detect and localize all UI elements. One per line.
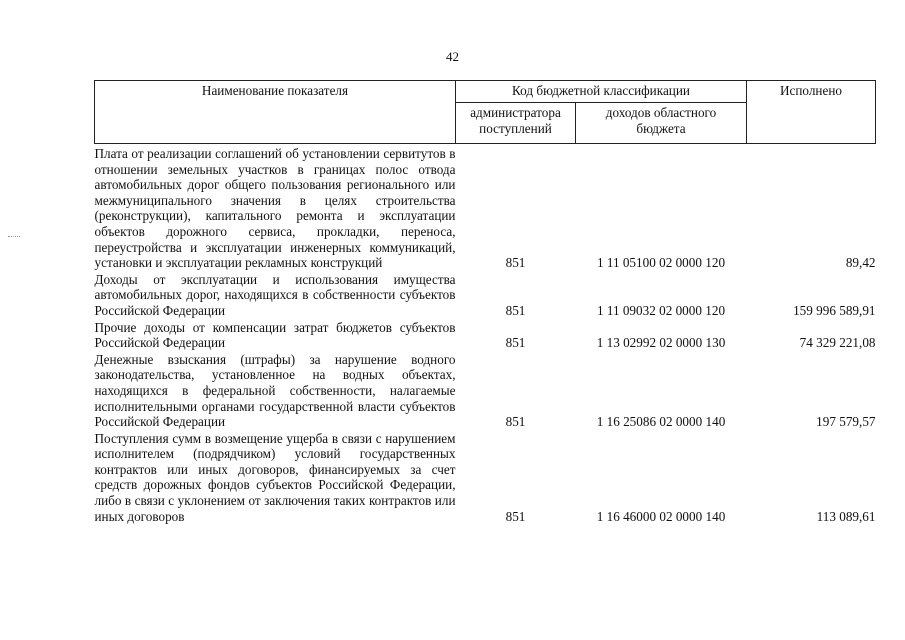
header-income: доходов областного бюджета [576, 103, 747, 144]
header-name: Наименование показателя [95, 81, 456, 144]
row-amount: 159 996 589,91 [793, 302, 876, 318]
table-row [95, 430, 876, 525]
row-income-code: 1 16 46000 02 0000 140 [596, 508, 726, 524]
row-admin-code: 851 [505, 255, 526, 271]
budget-table [94, 80, 876, 524]
row-name: Прочие доходы от компенсации затрат бюджетов субъектов Российской Федерации [94, 319, 456, 351]
table-header [95, 81, 876, 144]
row-amount: 74 329 221,08 [799, 335, 876, 351]
page-number: 42 [446, 49, 459, 64]
table-row [95, 271, 876, 319]
table-row [95, 351, 876, 430]
table-body [95, 144, 876, 525]
row-name: Поступления сумм в возмещение ущерба в связи с нарушением исполнителем (подрядчиком) условий государственных контрактов или иных договоров, финансируемых за счет средств дорожных фондов субъектов Российской Федерации, либо в связи с уклонением от заключения таких контрактов или иных договоров [94, 430, 456, 524]
table-row [95, 319, 876, 351]
row-name: Доходы от эксплуатации и использования имущества автомобильных дорог, находящихся в собственности субъектов Российской Федерации [94, 271, 456, 318]
table-row [95, 144, 876, 271]
row-income-code: 1 11 09032 02 0000 120 [596, 302, 726, 318]
row-admin-code: 851 [505, 508, 526, 524]
header-executed: Исполнено [747, 81, 876, 144]
row-amount: 89,42 [845, 255, 876, 271]
margin-mark [8, 236, 20, 238]
header-admin: администратора поступлений [456, 103, 576, 144]
row-admin-code: 851 [505, 302, 526, 318]
header-code-group: Код бюджетной классификации [456, 81, 747, 103]
row-income-code: 1 16 25086 02 0000 140 [596, 414, 726, 430]
row-name: Денежные взыскания (штрафы) за нарушение водного законодательства, установленное на водных объектах, находящихся в федеральной собственности, налагаемые исполнительными органами государственной власти субъектов Российской Федерации [94, 351, 456, 430]
row-income-code: 1 13 02992 02 0000 130 [596, 335, 726, 351]
row-amount: 113 089,61 [816, 508, 876, 524]
row-name: Плата от реализации соглашений об установлении сервитутов в отношении земельных участков в границах полос отвода автомобильных дорог общего пользования регионального или межмуниципального значения в целях строительства (реконструкции), капитального ремонта и эксплуатации объектов дорожного сервиса, прокладки, переноса, переустройства и эксплуатации инженерных коммуникаций, установки и эксплуатации рекламных конструкций [94, 146, 456, 271]
row-admin-code: 851 [505, 414, 526, 430]
row-amount: 197 579,57 [816, 414, 876, 430]
row-admin-code: 851 [505, 335, 526, 351]
row-income-code: 1 11 05100 02 0000 120 [596, 255, 726, 271]
